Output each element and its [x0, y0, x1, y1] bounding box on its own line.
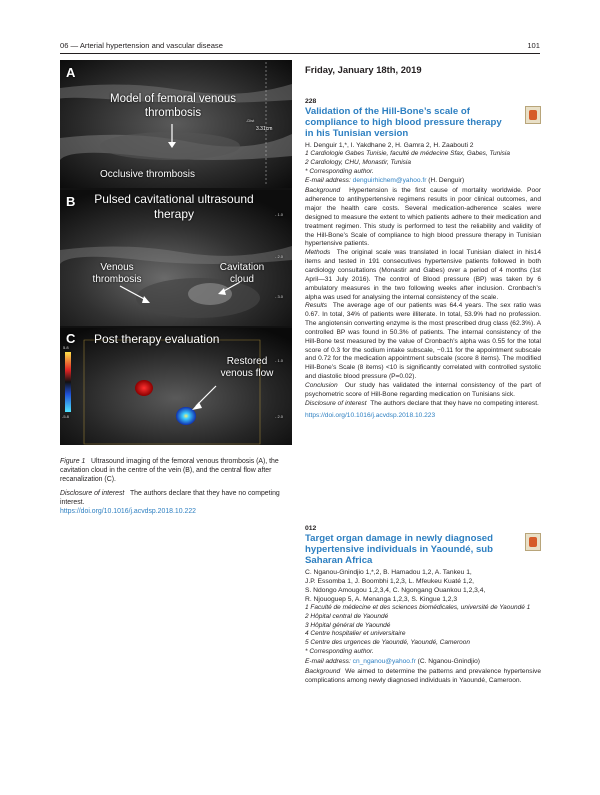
- panel-b-letter: B: [66, 194, 76, 209]
- abstract-012: [305, 525, 541, 685]
- panel-b-tick: - 1.0: [275, 212, 284, 217]
- doi-link[interactable]: https://doi.org/10.1016/j.acvdsp.2018.10.222: [60, 508, 196, 516]
- colorbar-bottom-value: -5.8: [62, 414, 69, 419]
- abstract-title: Target organ damage in newly diagnosed hypertensive individuals in Yaoundé, sub Saharan Africa: [305, 533, 494, 566]
- email-address[interactable]: denguirhichem@yahoo.fr: [352, 177, 427, 185]
- figure-panel-a: [60, 60, 292, 188]
- figure-panel-c: [60, 328, 292, 445]
- figure-panel-b: [60, 190, 292, 326]
- panel-b-tick: - 2.0: [275, 254, 284, 259]
- affiliation: 2 Hôpital central de Yaoundé: [305, 612, 389, 620]
- panel-c-letter: C: [66, 331, 76, 346]
- affiliation: 1 Cardiologie Gabes Tunisie, faculté de médecine Sfax, Gabes, Tunisia: [305, 150, 510, 157]
- abstract-228: [305, 98, 541, 421]
- colorbar-top-value: 5.8: [63, 345, 69, 350]
- abstract-body: [305, 668, 541, 686]
- affiliation: 3 Hôpital général de Yaoundé: [305, 621, 391, 629]
- section-head: Background: [305, 667, 341, 675]
- section-head: Background: [305, 187, 341, 195]
- abstract-number: 228: [305, 98, 317, 105]
- author-line: R. Njouoguep 5, A. Menanga 1,2,3, S. Kingue 1,2,3: [305, 596, 458, 603]
- email-line: [305, 176, 541, 185]
- abstract-section: [305, 302, 541, 382]
- crossmark-icon[interactable]: [525, 533, 541, 551]
- figure-caption-text: Ultrasound imaging of the femoral venous thrombosis (A), the cavitation cloud in the centre of the vein (B), and the central flow after recanalization (C).: [60, 458, 279, 484]
- email-owner: (C. Nganou-Gnindjio): [417, 657, 480, 665]
- crossmark-icon[interactable]: [525, 106, 541, 124]
- disclosure-text: The authors declare that they have no competing interest.: [60, 490, 280, 507]
- abstract-authors: [305, 568, 541, 604]
- affiliation: 1 Faculté de médecine et des sciences biomédicales, université de Yaoundé 1: [305, 604, 531, 611]
- running-head: [60, 41, 540, 50]
- affiliation: * Corresponding author.: [305, 167, 374, 175]
- author-line: J.P. Essomba 1, J. Boombhi 1,2,3, L. Mfeukeu Kuaté 1,2,: [305, 578, 475, 585]
- ultrasound-figure: [60, 60, 292, 445]
- affiliation: 4 Centre hospitalier et universitaire: [305, 630, 406, 638]
- abstract-title: Validation of the Hill-Bone’s scale of compliance to high blood pressure therapy in his Tunisian version: [305, 106, 502, 139]
- email-address[interactable]: cn_nganou@yahoo.fr: [352, 657, 416, 665]
- author-line: S. Ndongo Amougou 1,2,3,4, C. Ngongang Ouankou 1,2,3,4,: [305, 587, 486, 594]
- panel-a-title: Model of femoral venous thrombosis: [110, 93, 236, 119]
- section-head: Disclosure of interest: [305, 399, 367, 407]
- running-head-title: 06 — Arterial hypertension and vascular disease: [60, 41, 223, 50]
- panel-c-tick: - 1.0: [275, 358, 284, 363]
- email-label: E-mail address:: [305, 177, 351, 185]
- left-disclosure: [60, 489, 292, 517]
- session-date: Friday, January 18th, 2019: [305, 64, 422, 75]
- panel-a-scale: 3.31cm: [256, 126, 273, 132]
- header-rule: [60, 53, 540, 54]
- panel-c-title: Post therapy evaluation: [94, 332, 220, 346]
- email-label: E-mail address:: [305, 657, 351, 665]
- disclosure-label: Disclosure of interest: [60, 490, 125, 497]
- abstract-body: [305, 187, 541, 421]
- abstract-section: [305, 187, 541, 249]
- figure-caption-label: Figure 1: [60, 458, 86, 465]
- abstract-authors: H. Denguir 1,*, I. Yakdhane 2, H. Gamra 2, H. Zaabouti 2: [305, 142, 474, 149]
- figure-caption: [60, 457, 292, 485]
- panel-b-tick: - 3.0: [275, 294, 284, 299]
- section-text: Our study has validated the internal consistency of the part of psychometric score of Hill-Bone regarding medication on Tunisians sick.: [305, 381, 541, 398]
- panel-b-label-right: Cavitation cloud: [219, 262, 265, 285]
- abstract-section: [305, 382, 541, 400]
- abstract-section: [305, 249, 541, 302]
- page-number: 101: [527, 41, 540, 50]
- email-owner: (H. Denguir): [428, 177, 465, 185]
- panel-b-label-left: Venous thrombosis: [92, 262, 142, 285]
- section-head: Methods: [305, 249, 331, 257]
- section-head: Conclusion: [305, 381, 338, 389]
- doi-link[interactable]: https://doi.org/10.1016/j.acvdsp.2018.10.223: [305, 412, 436, 420]
- section-text: The original scale was translated in local Tunisian dialect in his14 items and tested in 191 consecutives hypertensive patients followed in both cardiology consultations (Monastir and Gabes) over a period of 4 months (1st April—31 July 2016). The control of Blood pressure (BP) was taken by 6 ambulatory measures in the two following weeks after inclusion. Cronbach’s alpha was used for analysing the internal consistency of the scale.: [305, 249, 541, 301]
- panel-b-title: Pulsed cavitational ultrasound therapy: [94, 192, 254, 221]
- section-text: We aimed to determine the patterns and prevalence hypertensive complications among newly diagnosed individuals in Yaoundé, Cameroon.: [305, 667, 541, 684]
- panel-a-corner-text: -Dist: [246, 118, 255, 123]
- section-text: The authors declare that they have no competing interest.: [370, 399, 539, 407]
- email-line: [305, 657, 541, 666]
- author-line: C. Nganou-Gnindjio 1,*,2, B. Hamadou 1,2, A. Tankeu 1,: [305, 569, 472, 576]
- abstract-number: 012: [305, 525, 317, 532]
- affiliation: 5 Centre des urgences de Yaoundé, Yaoundé, Cameroon: [305, 639, 471, 647]
- section-text: Hypertension is the first cause of mortality worldwide. Poor adherence to antihypertensive regimens results in poor clinical outcomes, and major the health care costs. Several medication-adherence scales were designed to measure the extent to which patients adhere to their medication and treatment regimen. This study is performed to test the reliability and validity of the Hill-Bone’s Scale of compliance to high blood pressure therapy in Tunisian hypertensive patients.: [305, 187, 541, 248]
- panel-c-tick: - 2.0: [275, 414, 284, 419]
- abstract-section: [305, 400, 541, 409]
- panel-c-label: Restored venous flow: [220, 356, 274, 379]
- section-head: Results: [305, 302, 327, 310]
- section-text: The average age of our patients was 64.4 years. The sex ratio was 0.67. In total, 34% of patients were illiterate. In total, 53.9% had no profession. The angiotensin converting enzyme is the most prescribed drug class (62.3%). A controlled BP was found in 50.3% of patients. The internal consistency of the Hill-Bone test measured by the value of Cronbach’s alpha was 0.55 for the total score of 0.3 for the sodium intake subscale, −0.11 for the appointment subscale and 0.72 for the medication appointment subscale (score 8 items). The modified Hill-Bone’s Scale (8 items) <10 is significantly correlated with controlled systolic and diastolic blood pressure (P=0.02).: [305, 302, 541, 381]
- affiliation: 2 Cardiology, CHU, Monastir, Tunisia: [305, 158, 411, 166]
- affiliation: * Corresponding author.: [305, 647, 374, 655]
- abstract-section: [305, 668, 541, 686]
- panel-a-letter: A: [66, 65, 76, 80]
- panel-a-label: Occlusive thrombosis: [100, 169, 196, 180]
